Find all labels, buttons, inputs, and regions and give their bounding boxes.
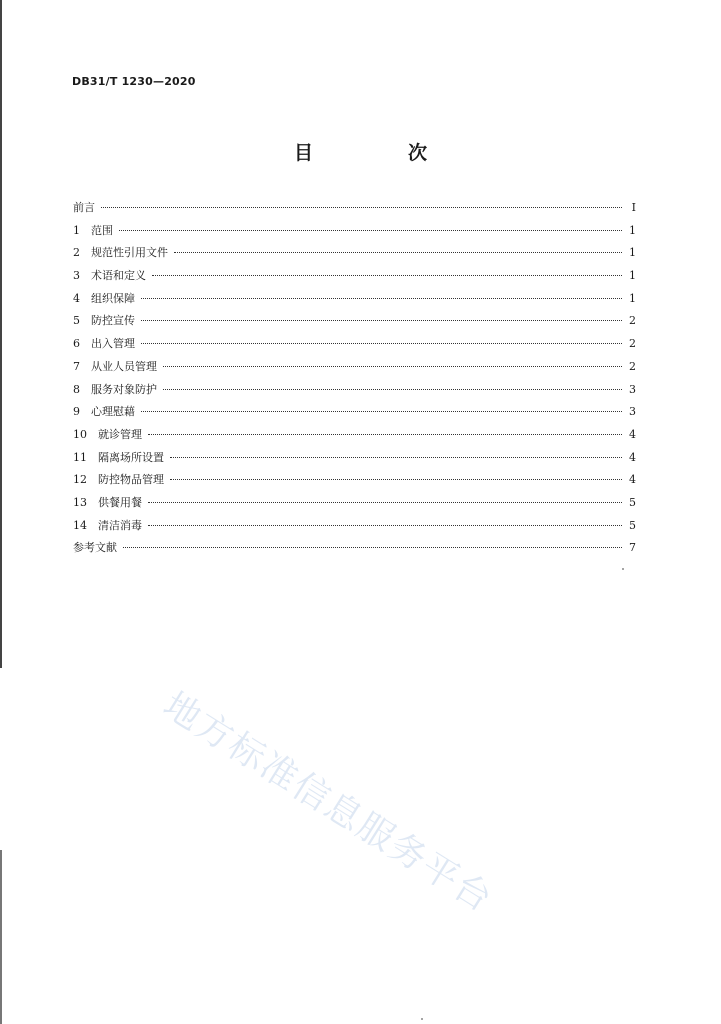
- toc-dot-leader: [141, 298, 622, 299]
- toc-dot-leader: [170, 457, 622, 458]
- toc-entry-page: 2: [629, 359, 636, 373]
- toc-dot-leader: [174, 252, 622, 253]
- toc-dot-leader: [141, 343, 622, 344]
- toc-dot-leader: [148, 525, 622, 526]
- toc-entry-label: 9 心理慰藉: [73, 405, 135, 419]
- toc-entry-label: 5 防控宣传: [73, 314, 135, 328]
- toc-entry-page: 4: [629, 427, 636, 441]
- toc-entry-page: 1: [629, 246, 636, 260]
- toc-entry-page: 2: [629, 314, 636, 328]
- toc-entry[interactable]: [73, 517, 636, 540]
- toc-dot-leader: [101, 207, 622, 208]
- toc-entry[interactable]: [73, 290, 636, 313]
- toc-entry-page: 2: [629, 337, 636, 351]
- toc-entry-label: 参考文献: [73, 541, 117, 555]
- toc-title: 目 次: [293, 142, 465, 164]
- toc-entry-page: 3: [629, 382, 636, 396]
- toc-entry-label: 1 范围: [73, 223, 113, 237]
- toc-entry-page: 1: [629, 223, 636, 237]
- toc-entry-label: 4 组织保障: [73, 291, 135, 305]
- document-code: DB31/T 1230—2020: [72, 75, 196, 88]
- toc-entry-label: 3 术语和定义: [73, 269, 146, 283]
- toc-dot-leader: [152, 275, 622, 276]
- toc-dot-leader: [141, 411, 622, 412]
- toc-entry-label: 8 服务对象防护: [73, 382, 157, 396]
- watermark: 地方标准信息服务平台: [156, 684, 501, 921]
- toc-dot-leader: [148, 434, 622, 435]
- toc-entry-label: 7 从业人员管理: [73, 359, 157, 373]
- toc-dot-leader: [170, 479, 622, 480]
- toc-dot-leader: [163, 389, 622, 390]
- toc-entry-label: 12 防控物品管理: [73, 473, 164, 487]
- toc-dot-leader: [141, 320, 622, 321]
- toc-entry[interactable]: [73, 267, 636, 290]
- toc-entry[interactable]: [73, 426, 636, 449]
- toc-entry[interactable]: [73, 539, 636, 562]
- toc-entry-page: 4: [629, 473, 636, 487]
- toc-entry-label: 2 规范性引用文件: [73, 246, 168, 260]
- toc-entry[interactable]: [73, 471, 636, 494]
- toc-entry-label: 6 出入管理: [73, 337, 135, 351]
- toc-entry-label: 14 清洁消毒: [73, 518, 142, 532]
- table-of-contents: [73, 199, 636, 562]
- toc-entry[interactable]: [73, 403, 636, 426]
- toc-entry[interactable]: [73, 381, 636, 404]
- toc-entry-page: 4: [629, 450, 636, 464]
- toc-entry-label: 10 就诊管理: [73, 427, 142, 441]
- toc-entry-label: 前言: [73, 201, 95, 214]
- toc-entry-label: 13 供餐用餐: [73, 495, 142, 509]
- toc-entry-label: 11 隔离场所设置: [73, 450, 164, 464]
- toc-entry[interactable]: [73, 312, 636, 335]
- toc-entry[interactable]: [73, 449, 636, 472]
- toc-entry[interactable]: [73, 244, 636, 267]
- scan-speck: [622, 568, 624, 570]
- toc-entry[interactable]: [73, 199, 636, 222]
- toc-entry-page: Ⅰ: [631, 201, 636, 214]
- toc-entry[interactable]: [73, 358, 636, 381]
- toc-dot-leader: [163, 366, 622, 367]
- toc-dot-leader: [123, 547, 622, 548]
- toc-dot-leader: [119, 230, 622, 231]
- toc-entry-page: 5: [629, 495, 636, 509]
- toc-entry-page: 1: [629, 291, 636, 305]
- toc-entry-page: 1: [629, 269, 636, 283]
- toc-dot-leader: [148, 502, 622, 503]
- toc-entry[interactable]: [73, 335, 636, 358]
- toc-entry-page: 5: [629, 518, 636, 532]
- toc-entry[interactable]: [73, 494, 636, 517]
- scan-speck: [421, 1018, 423, 1020]
- toc-entry-page: 7: [629, 541, 636, 555]
- toc-entry[interactable]: [73, 222, 636, 245]
- toc-entry-page: 3: [629, 405, 636, 419]
